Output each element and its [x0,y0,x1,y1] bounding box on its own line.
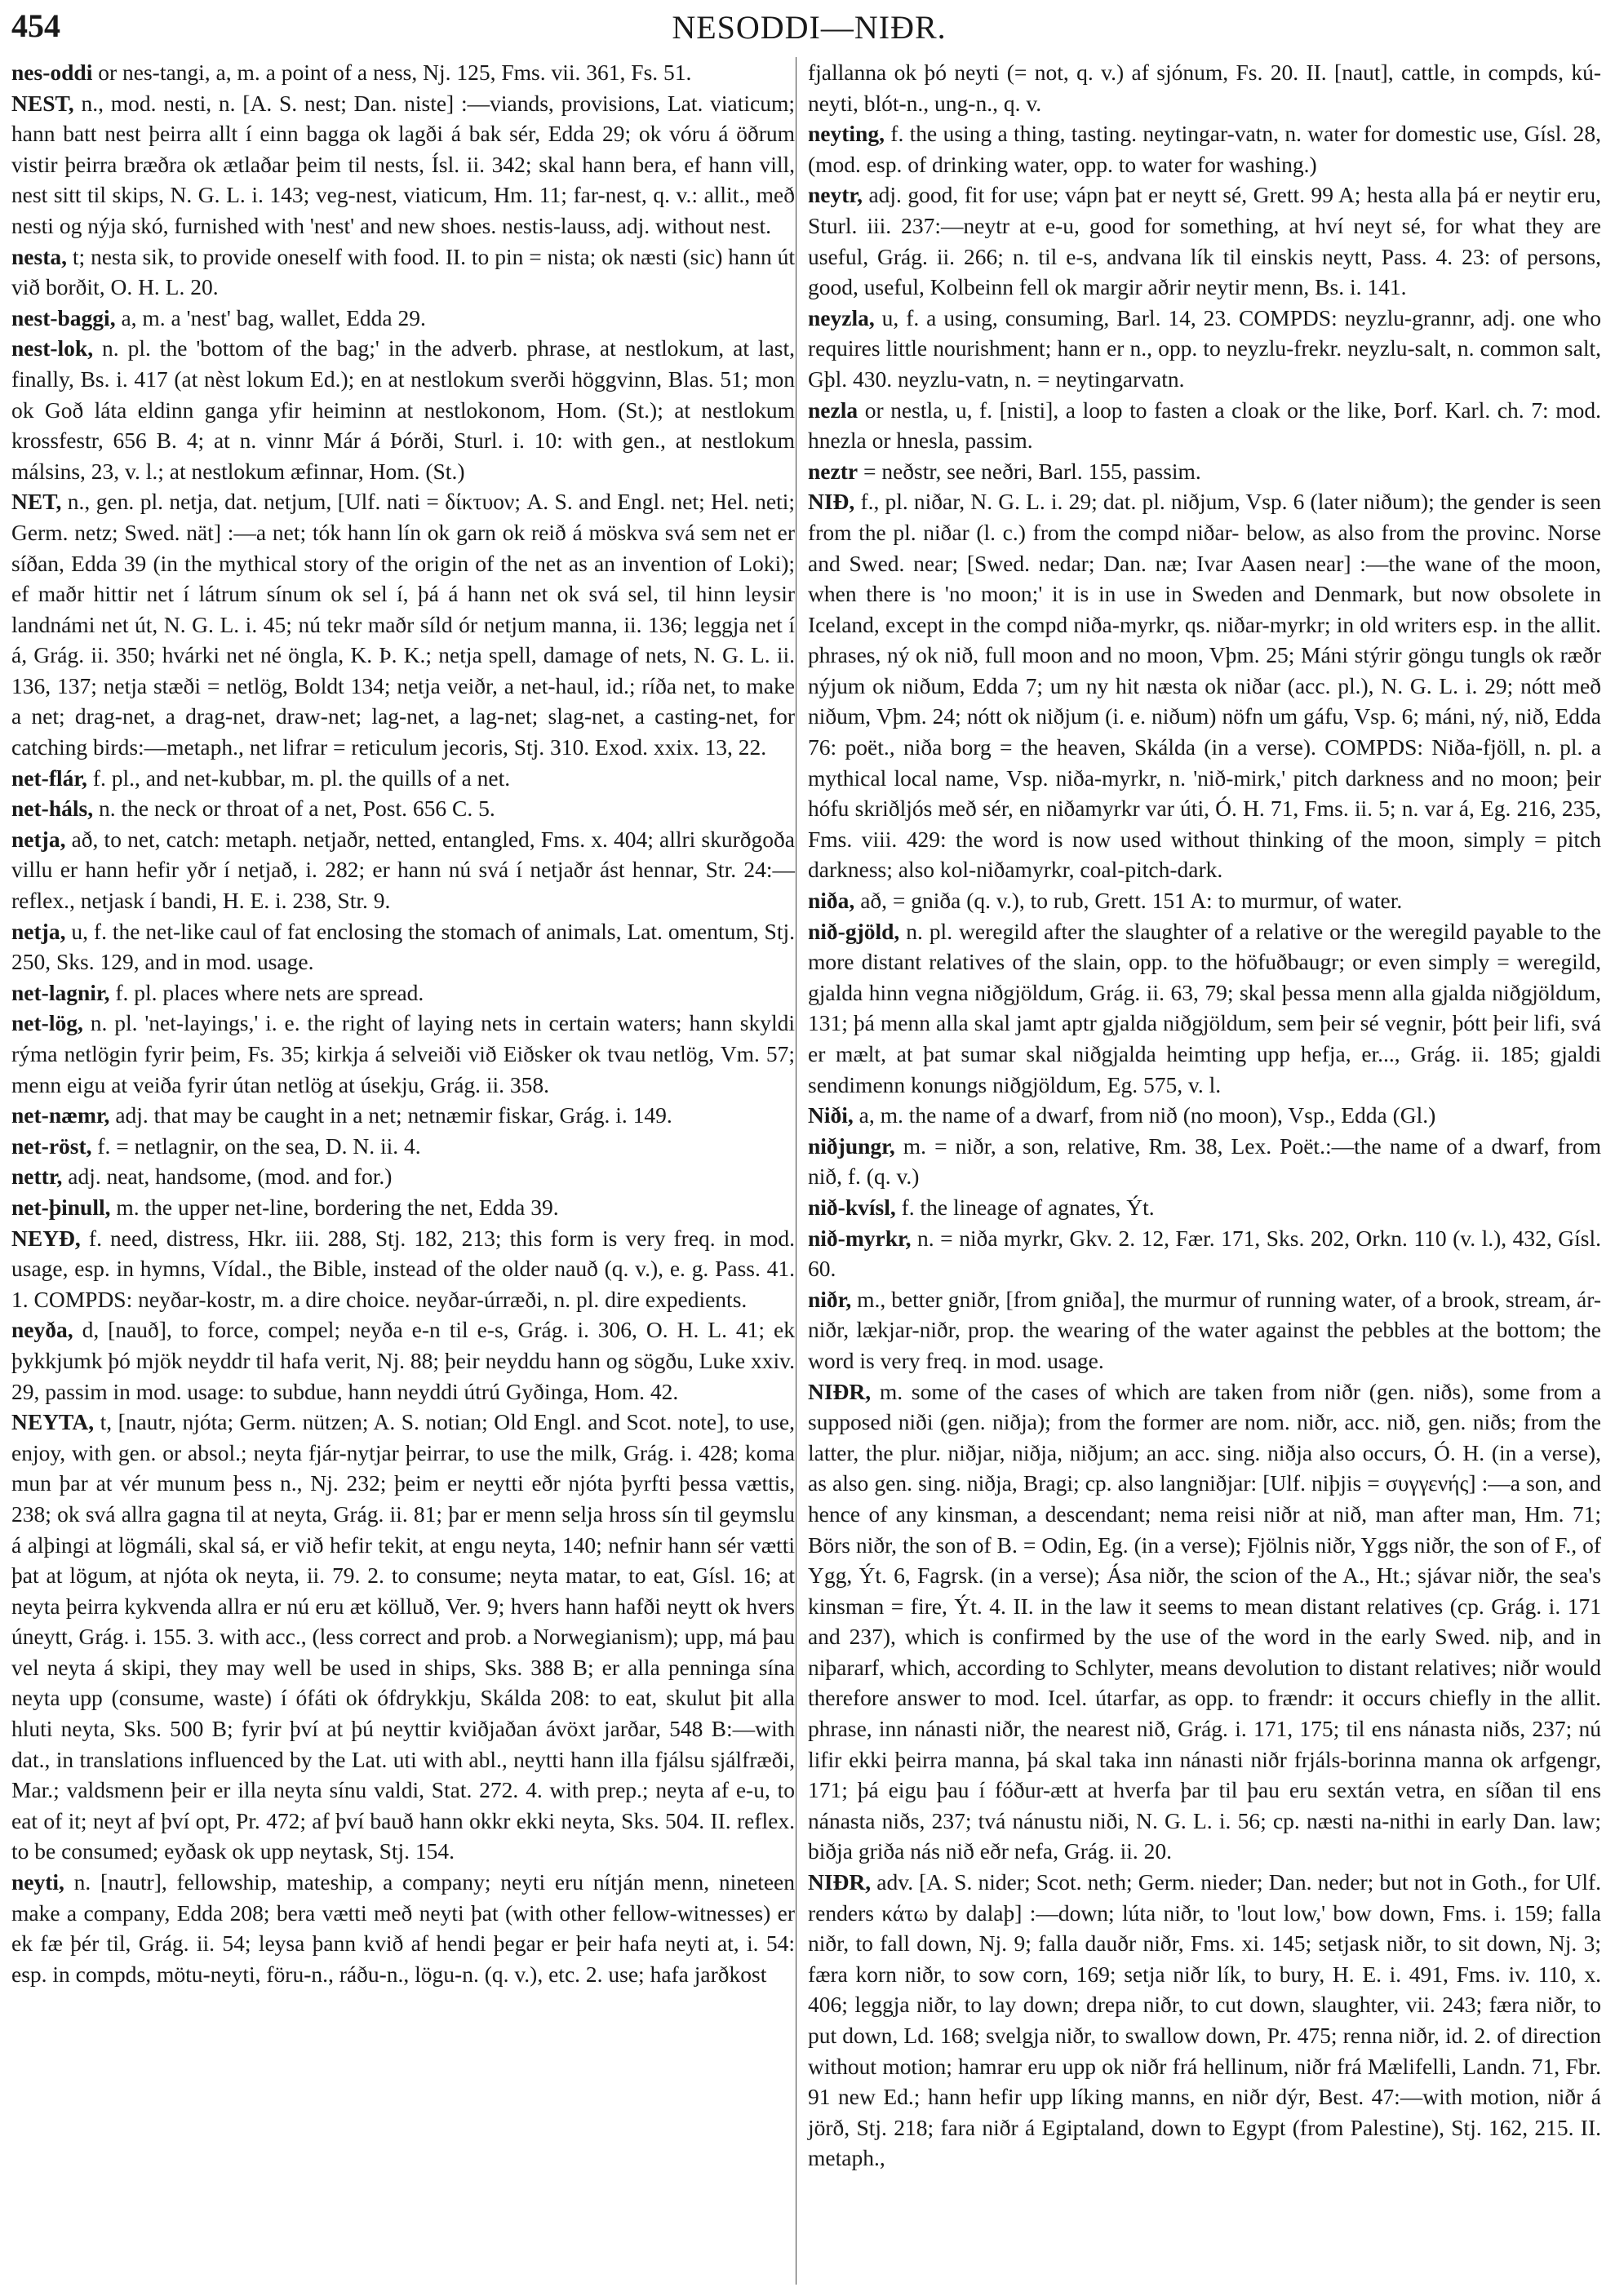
headword: NEYÐ, [11,1225,81,1251]
headword: net-næmr, [11,1102,110,1128]
headword: nið-gjöld, [808,918,900,944]
headword: nesta, [11,243,67,269]
definition: f., pl. niðar, N. G. L. i. 29; dat. pl. niðjum, Vsp. 6 (later niðum); the gender is seen from the pl. niðar (l. c.) from the compd niðar- below, as also from the provinc. Norse and Swed. near; [Swed. nedar; Dan. næ; Ivar Aasen near] :—the wane of the moon, when there is 'no moon;' it is in use in Sweden and Denmark, but now obsolete in Iceland, except in the compd niða-myrkr, qs. niðar-myrkr; in old writers esp. in the allit. phrases, ný ok nið, full moon and no moon, Vþm. 25; Máni stýrir göngu tungls ok ræðr nýjum ok niðum, Edda 7; um ny hit næsta ok niðar (acc. pl.), N. G. L. i. 29; nótt með niðum, Vþm. 24; nótt ok niðjum (i. e. niðum) nöfn um gáfu, Vsp. 6; máni, ný, nið, Edda 76: poët., niða borg = the heaven, Skálda (in a verse). COMPDS: Niða-fjöll, n. pl. a mythical local name, Vsp. niða-myrkr, n. 'nið-mirk,' pitch darkness and no moon; þeir hófu skriðljós með sér, en niðamyrkr var úti, Ó. H. 71, Fms. ii. 5; n. var á, Eg. 216, 235, Fms. viii. 429: the word is now used without thinking of the moon, simply = pitch darkness; also kol-niðamyrkr, coal-pitch-dark. [808,489,1601,883]
definition: m. the upper net-line, bordering the net, Edda 39. [110,1194,559,1220]
page-header [11,7,1607,47]
definition: f. = netlagnir, on the sea, D. N. ii. 4. [91,1132,421,1159]
headword: NIÐ, [808,489,855,515]
right-column [808,57,1601,2174]
headword: netja, [11,826,66,852]
headword: neyti, [11,1869,64,1895]
dictionary-entry [11,1192,795,1223]
headword: nið-kvísl, [808,1194,896,1220]
definition: adj. neat, handsome, (mod. and for.) [62,1164,393,1190]
headword: nezla [808,397,859,423]
headword: NEST, [11,90,74,116]
headword: NIÐR, [808,1378,872,1404]
dictionary-entry [808,395,1601,456]
dictionary-entry [11,1223,795,1315]
headword: NEYTA, [11,1409,95,1435]
definition: f. the using a thing, tasting. neytingar-vatn, n. water for domestic use, Gísl. 28, (mod. esp. of drinking water, opp. to water for washing.) [808,121,1601,177]
headword: niðr, [808,1286,852,1312]
headword: net-lög, [11,1010,83,1036]
headword: NET, [11,489,62,515]
definition: = neðstr, see neðri, Barl. 155, passim. [858,458,1201,484]
dictionary-entry [11,57,795,88]
dictionary-entry [808,916,1601,1101]
dictionary-entry [11,916,795,977]
headword: net-röst, [11,1132,92,1159]
definition: n. pl. 'net-layings,' i. e. the right of laying nets in certain waters; hann skyldi rýma netlögin fyrir þeim, Fs. 35; kirkja á selveiði við Eiðsker ok tvau netlög, Vm. 57; menn eigu at veiða fyrir útan netlög at úsekju, Grág. ii. 358. [11,1010,795,1097]
headword: nes-oddi [11,60,93,85]
headword: niðjungr, [808,1132,895,1159]
page-title: NESODDI—NIÐR. [672,9,947,46]
dictionary-entry [808,1192,1601,1223]
definition: n., mod. nesti, n. [A. S. nest; Dan. niste] :—viands, provisions, Lat. viaticum; hann batt nest þeirra allt í einn bagga ok lagði á bak sér, Edda 29; ok vóru á öðrum vistir þeirra bræðra ok ætlaðar þeim til nests, Ísl. ii. 342; skal hann bera, ef hann vill, nest sitt til skips, N. G. L. i. 143; veg-nest, viaticum, Hm. 11; far-nest, q. v.: allit., með nesti og nýja skó, furnished with 'nest' and new shoes. nestis-lauss, adj. without nest. [11,90,795,238]
headword: neyting, [808,121,885,147]
headword: net-lagnir, [11,979,110,1005]
dictionary-entry [808,885,1601,916]
dictionary-entry [808,1376,1601,1868]
headword: net-þinull, [11,1194,111,1220]
dictionary-entry [808,1100,1601,1131]
dictionary-entry [11,303,795,334]
definition: d, [nauð], to force, compel; neyða e-n til e-s, Grág. i. 306, O. H. L. 41; ek þykkjumk þó mjök neyddr til hafa verit, Nj. 88; þeir neyddu hann og sögðu, Luke xxiv. 29, passim in mod. usage: to subdue, hann neyddi útrú Gyðinga, Hom. 42. [11,1317,795,1404]
definition: n., gen. pl. netja, dat. netjum, [Ulf. nati = δίκτυον; A. S. and Engl. net; Hel. neti; Germ. netz; Swed. nät] :—a net; tók hann lín ok garn ok reið á möskva svá sem net er síðan, Edda 39 (in the mythical story of the origin of the net as an invention of Loki); ef maðr hittir net í látrum sínum ok sel í, þá á hann net ok svá sel, til hinn leysir landnámi net út, N. G. L. i. 45; nú tekr maðr síld ór netjum manna, ii. 136; leggja net í á, Grág. ii. 350; hvárki net né öngla, K. Þ. K.; netja spell, damage of nets, N. G. L. ii. 136, 137; netja stæði = netlög, Boldt 134; netja veiðr, a net-haul, id.; ríða net, to make a net; drag-net, a drag-net, draw-net; lag-net, a lag-net; slag-net, a casting-net, for catching birds:—metaph., net lifrar = reticulum jecoris, Stj. 310. Exod. xxix. 13, 22. [11,489,795,760]
dictionary-entry [11,824,795,916]
headword: Niði, [808,1102,854,1128]
definition: f. pl. places where nets are spread. [109,979,424,1005]
dictionary-entry [808,1131,1601,1192]
dictionary-entry [11,242,795,303]
definition: or nes-tangi, a, m. a point of a ness, Nj. 125, Fms. vii. 361, Fs. 51. [92,60,692,85]
dictionary-entry [11,1008,795,1100]
definition: a, m. a 'nest' bag, wallet, Edda 29. [115,304,426,330]
headword: net-flár, [11,765,87,791]
definition: n. the neck or throat of a net, Post. 656 C. 5. [93,796,495,822]
definition: u, f. a using, consuming, Barl. 14, 23. COMPDS: neyzlu-grannr, adj. one who requires little nourishment; hann er n., opp. to neyzlu-frekr. neyzlu-salt, n. common salt, Gþl. 430. neyzlu-vatn, n. = neytingarvatn. [808,304,1601,392]
dictionary-entry [808,1284,1601,1376]
definition: f. pl., and net-kubbar, m. pl. the quills of a net. [87,765,511,791]
definition: að, to net, catch: metaph. netjaðr, netted, entangled, Fms. x. 404; allri skurðgoða villu er hann hefir yðr í netjað, i. 282; er hann nú svá í netjaðr ást hennar, Str. 24:—reflex., netjask í bandi, H. E. i. 238, Str. 9. [11,826,795,914]
definition: adj. that may be caught in a net; netnæmir fiskar, Grág. i. 149. [109,1102,672,1128]
definition: adv. [A. S. nider; Scot. neth; Germ. nieder; Dan. neder; but not in Goth., for Ulf. renders κάτω by dalaþ] :—down; lúta niðr, to 'lout low,' bow down, Fms. i. 159; falla niðr, to fall down, Nj. 9; falla dauðr niðr, Fms. xi. 145; setjask niðr, to sit down, Nj. 3; færa korn niðr, to sow corn, 169; setja niðr lík, to bury, H. E. i. 491, Fms. iv. 110, x. 406; leggja niðr, to lay down; drepa niðr, to cut down, slaughter, vii. 243; færa niðr, to put down, Ld. 168; svelgja niðr, to swallow down, Pr. 475; renna niðr, id. 2. of direction without motion; hamrar eru upp ok niðr frá hellinum, niðr frá Mælifelli, Landn. 71, Fbr. 91 new Ed.; hann hefir upp líking manns, en niðr dýr, Best. 47:—with motion, niðr á jörð, Stj. 218; fara niðr á Egiptaland, down to Egypt (from Palestine), Stj. 162, 215. II. metaph., [808,1869,1601,2171]
page-number: 454 [11,7,60,44]
headword: nið-myrkr, [808,1225,912,1251]
definition: fjallanna ok þó neyti (= not, q. v.) af sjónum, Fs. 20. II. [naut], cattle, in compds, kú-neyti, blót-n., ung-n., q. v. [808,60,1601,116]
dictionary-entry [808,486,1601,885]
dictionary-entry [11,486,795,762]
dictionary-entry [11,1131,795,1162]
definition: n. = niða myrkr, Gkv. 2. 12, Fær. 171, Sks. 202, Orkn. 110 (v. l.), 432, Gísl. 60. [808,1225,1601,1282]
headword: niða, [808,888,855,914]
dictionary-entry [11,1407,795,1867]
headword: NIÐR, [808,1869,872,1895]
definition: adj. good, fit for use; vápn þat er neytt sé, Grett. 99 A; hesta alla þá er neytir eru, Sturl. iii. 237:—neytr at e-u, good for something, at hví neyt sé, for what they are useful, Grág. ii. 266; n. til e-s, andvana lík til einskis neytt, Pass. 4. 23: of persons, good, useful, Kolbeinn fell ok margir aðrir neytir menn, Bs. i. 141. [808,182,1601,300]
headword: neyzla, [808,304,875,330]
headword: nest-baggi, [11,304,116,330]
definition: n. pl. the 'bottom of the bag;' in the adverb. phrase, at nestlokum, at last, finally, Bs. i. 417 (at nèst lokum Ed.); en at nestlokum sverði höggvinn, Blas. 51; mon ok Goð láta eldinn ganga yfir heiminn at nestlokonom, Hom. (St.); at nestlokum krossfestr, 656 B. 4; at n. vinnr Már á Þórði, Sturl. i. 10: with gen., at nestlokum málsins, 23, v. l.; at nestlokum æfinnar, Hom. (St.) [11,335,795,484]
definition: að, = gniða (q. v.), to rub, Grett. 151 A: to murmur, of water. [854,888,1403,914]
headword: nest-lok, [11,335,94,361]
headword: netja, [11,918,66,944]
headword: neytr, [808,182,863,208]
definition: f. need, distress, Hkr. iii. 288, Stj. 182, 213; this form is very freq. in mod. usage, esp. in hymns, Vídal., the Bible, instead of the older nauð (q. v.), e. g. Pass. 41. 1. COMPDS: neyðar-kostr, m. a dire choice. neyðar-úrræði, n. pl. dire expedients. [11,1225,795,1312]
definition: n. [nautr], fellowship, mateship, a company; neyti eru nítján menn, nineteen make a company, Edda 208; bera vætti með neyti þat (with other fellow-witnesses) er ek fæ þér til, Grág. ii. 54; leysa þann kvið af hendi þegar er þeir hafa neyti at, i. 54: esp. in compds, mötu-neyti, föru-n., ráðu-n., lögu-n. (q. v.), etc. 2. use; hafa jarðkost [11,1869,795,1987]
dictionary-entry [808,456,1601,487]
definition: a, m. the name of a dwarf, from nið (no moon), Vsp., Edda (Gl.) [853,1102,1436,1128]
headword: net-háls, [11,796,94,822]
dictionary-entry [808,303,1601,395]
definition: m. some of the cases of which are taken from niðr (gen. niðs), some from a supposed niði (gen. niðja); from the former are nom. niðr, acc. nið, gen. niðs; from the latter, the plur. niðjar, niðja, niðjum; an acc. sing. niðja also occurs, Ó. H. (in a verse), as also gen. sing. niðja, Bragi; cp. also langniðjar: [Ulf. niþjis = συγγενής] :—a son, and hence of any kinsman, a descendant; nema reisi niðr at nið, man after man, Hm. 71; Börs niðr, the son of B. = Odin, Eg. (in a verse); Fjölnis niðr, Yggs niðr, the son of F., of Ygg, Ýt. 6, Fagrsk. (in a verse); Ása niðr, the scion of the A., Ht.; sjávar niðr, the sea's kinsman = fire, Ýt. 4. II. in the law it seems to mean distant relatives (cp. Grág. i. 171 and 237), which is confirmed by the use of the word in the early Swed. niþ, and in niþararf, which, according to Schlyter, means devolution to distant relatives; niðr would therefore answer to mod. Icel. útarfar, as opp. to frændr: it occurs chiefly in the allit. phrase, inn nánasti niðr, the nearest nið, Grág. i. 171, 175; til ens nánasta niðs, 237; nú lifir ekki þeirra manna, þá skal taka inn nánasti niðr frjáls-borinna manna ok arfgengr, 171; þá eigu þau í fóður-ætt at hverfa þar til þau eru sextán vetra, en síðan til ens nánasta niðs, 237; tvá nánustu niði, N. G. L. i. 56; cp. næsti na-nithi in early Dan. law; biðja griða nás nið eðr nefa, Grág. ii. 20. [808,1378,1601,1864]
definition: n. pl. weregild after the slaughter of a relative or the weregild payable to the more distant relatives of the slain, opp. to the höfuðbaugr; or even simply = weregild, gjalda hinn vegna niðgjöldum, Grág. ii. 63, 79; skal þessa menn alla gjalda niðgjöldum, 131; þá menn alla skal jamt aptr gjalda niðgjöldum, sem þeir sé vegnir, þótt þeir lifi, svá er mælt, at þat sumar skal niðgjalda heimting upp hefja, er..., Grág. ii. 185; gjaldi sendimenn konungs niðgjöldum, Eg. 575, v. l. [808,918,1601,1097]
dictionary-entry [11,977,795,1008]
headword: neyða, [11,1317,73,1343]
dictionary-entry [808,1867,1601,2174]
dictionary-entry [808,118,1601,180]
dictionary-entry [11,333,795,486]
headword: neztr [808,458,859,484]
left-column [11,57,795,1989]
definition: u, f. the net-like caul of fat enclosing the stomach of animals, Lat. omentum, Stj. 250, Sks. 129, and in mod. usage. [11,918,795,975]
dictionary-entry [11,1867,795,1989]
dictionary-entry [11,1161,795,1192]
dictionary-entry [11,763,795,794]
dictionary-entry [11,1314,795,1407]
definition: f. the lineage of agnates, Ýt. [895,1194,1155,1220]
definition: t, [nautr, njóta; Germ. nützen; A. S. notian; Old Engl. and Scot. note], to use, enjoy, with gen. or absol.; neyta fjár-nytjar þeirrar, to use the milk, Grág. i. 428; koma mun þar at vér munum þess n., Nj. 232; þeim er neytti eðr njóta þyrfti þessa vættis, 238; ok svá allra gagna til at neyta, Grág. ii. 81; þar er menn selja hross sín til geymslu á alþingi at lögmáli, skal sá, er við hefir tekit, at engu neyta, 140; nefnir hann sér vætti þat at lögum, at njóta ok neyta, ii. 79. 2. to consume; neyta matar, to eat, Gísl. 16; at neyta þeirra kykvenda allra er nú eru æt kölluð, Ver. 9; hvers hann hafði neytt ok hvers úneytt, Grág. i. 155. 3. with acc., (less correct and prob. a Norwegianism); upp, má þau vel neyta á skipi, they may well be used in ships, Sks. 388 B; er alla penninga sína neyta upp (consume, waste) í ófáti ok ófdrykkju, Skálda 208: to eat, skulut þit alla hluti neyta, Sks. 500 B; fyrir því at þú neyttir kviðjaðan ávöxt jarðar, 548 B:—with dat., in translations influenced by the Lat. uti with abl., neytti hann illa fjálsu sjálfræði, Mar.; valdsmenn þeir er illa neyta sínu valdi, Stat. 272. 4. with prep.; neyta af e-u, to eat of it; neyt af því opt, Pr. 472; af því bauð hann okkr ekki neyta, Sks. 504. II. reflex. to be consumed; eyðask ok upp neytask, Stj. 154. [11,1409,795,1864]
definition: m. = niðr, a son, relative, Rm. 38, Lex. Poët.:—the name of a dwarf, from nið, f. (q. v.) [808,1132,1601,1190]
definition: or nestla, u, f. [nisti], a loop to fasten a cloak or the like, Þorf. Karl. ch. 7: mod. hnezla or hnesla, passim. [808,397,1601,454]
definition: t; nesta sik, to provide oneself with food. II. to pin = nista; ok næsti (sic) hann út við borðit, O. H. L. 20. [11,243,795,300]
dictionary-entry [808,180,1601,302]
dictionary-entry [11,88,795,242]
dictionary-entry [11,1100,795,1131]
dictionary-entry [808,1223,1601,1284]
headword: nettr, [11,1164,63,1190]
dictionary-entry [808,57,1601,118]
dictionary-entry [11,793,795,824]
definition: m., better gniðr, [from gniða], the murmur of running water, of a brook, stream, ár-niðr, lækjar-niðr, prop. the wearing of the water against the pebbles at the bottom; the word is very freq. in mod. usage. [808,1286,1601,1373]
